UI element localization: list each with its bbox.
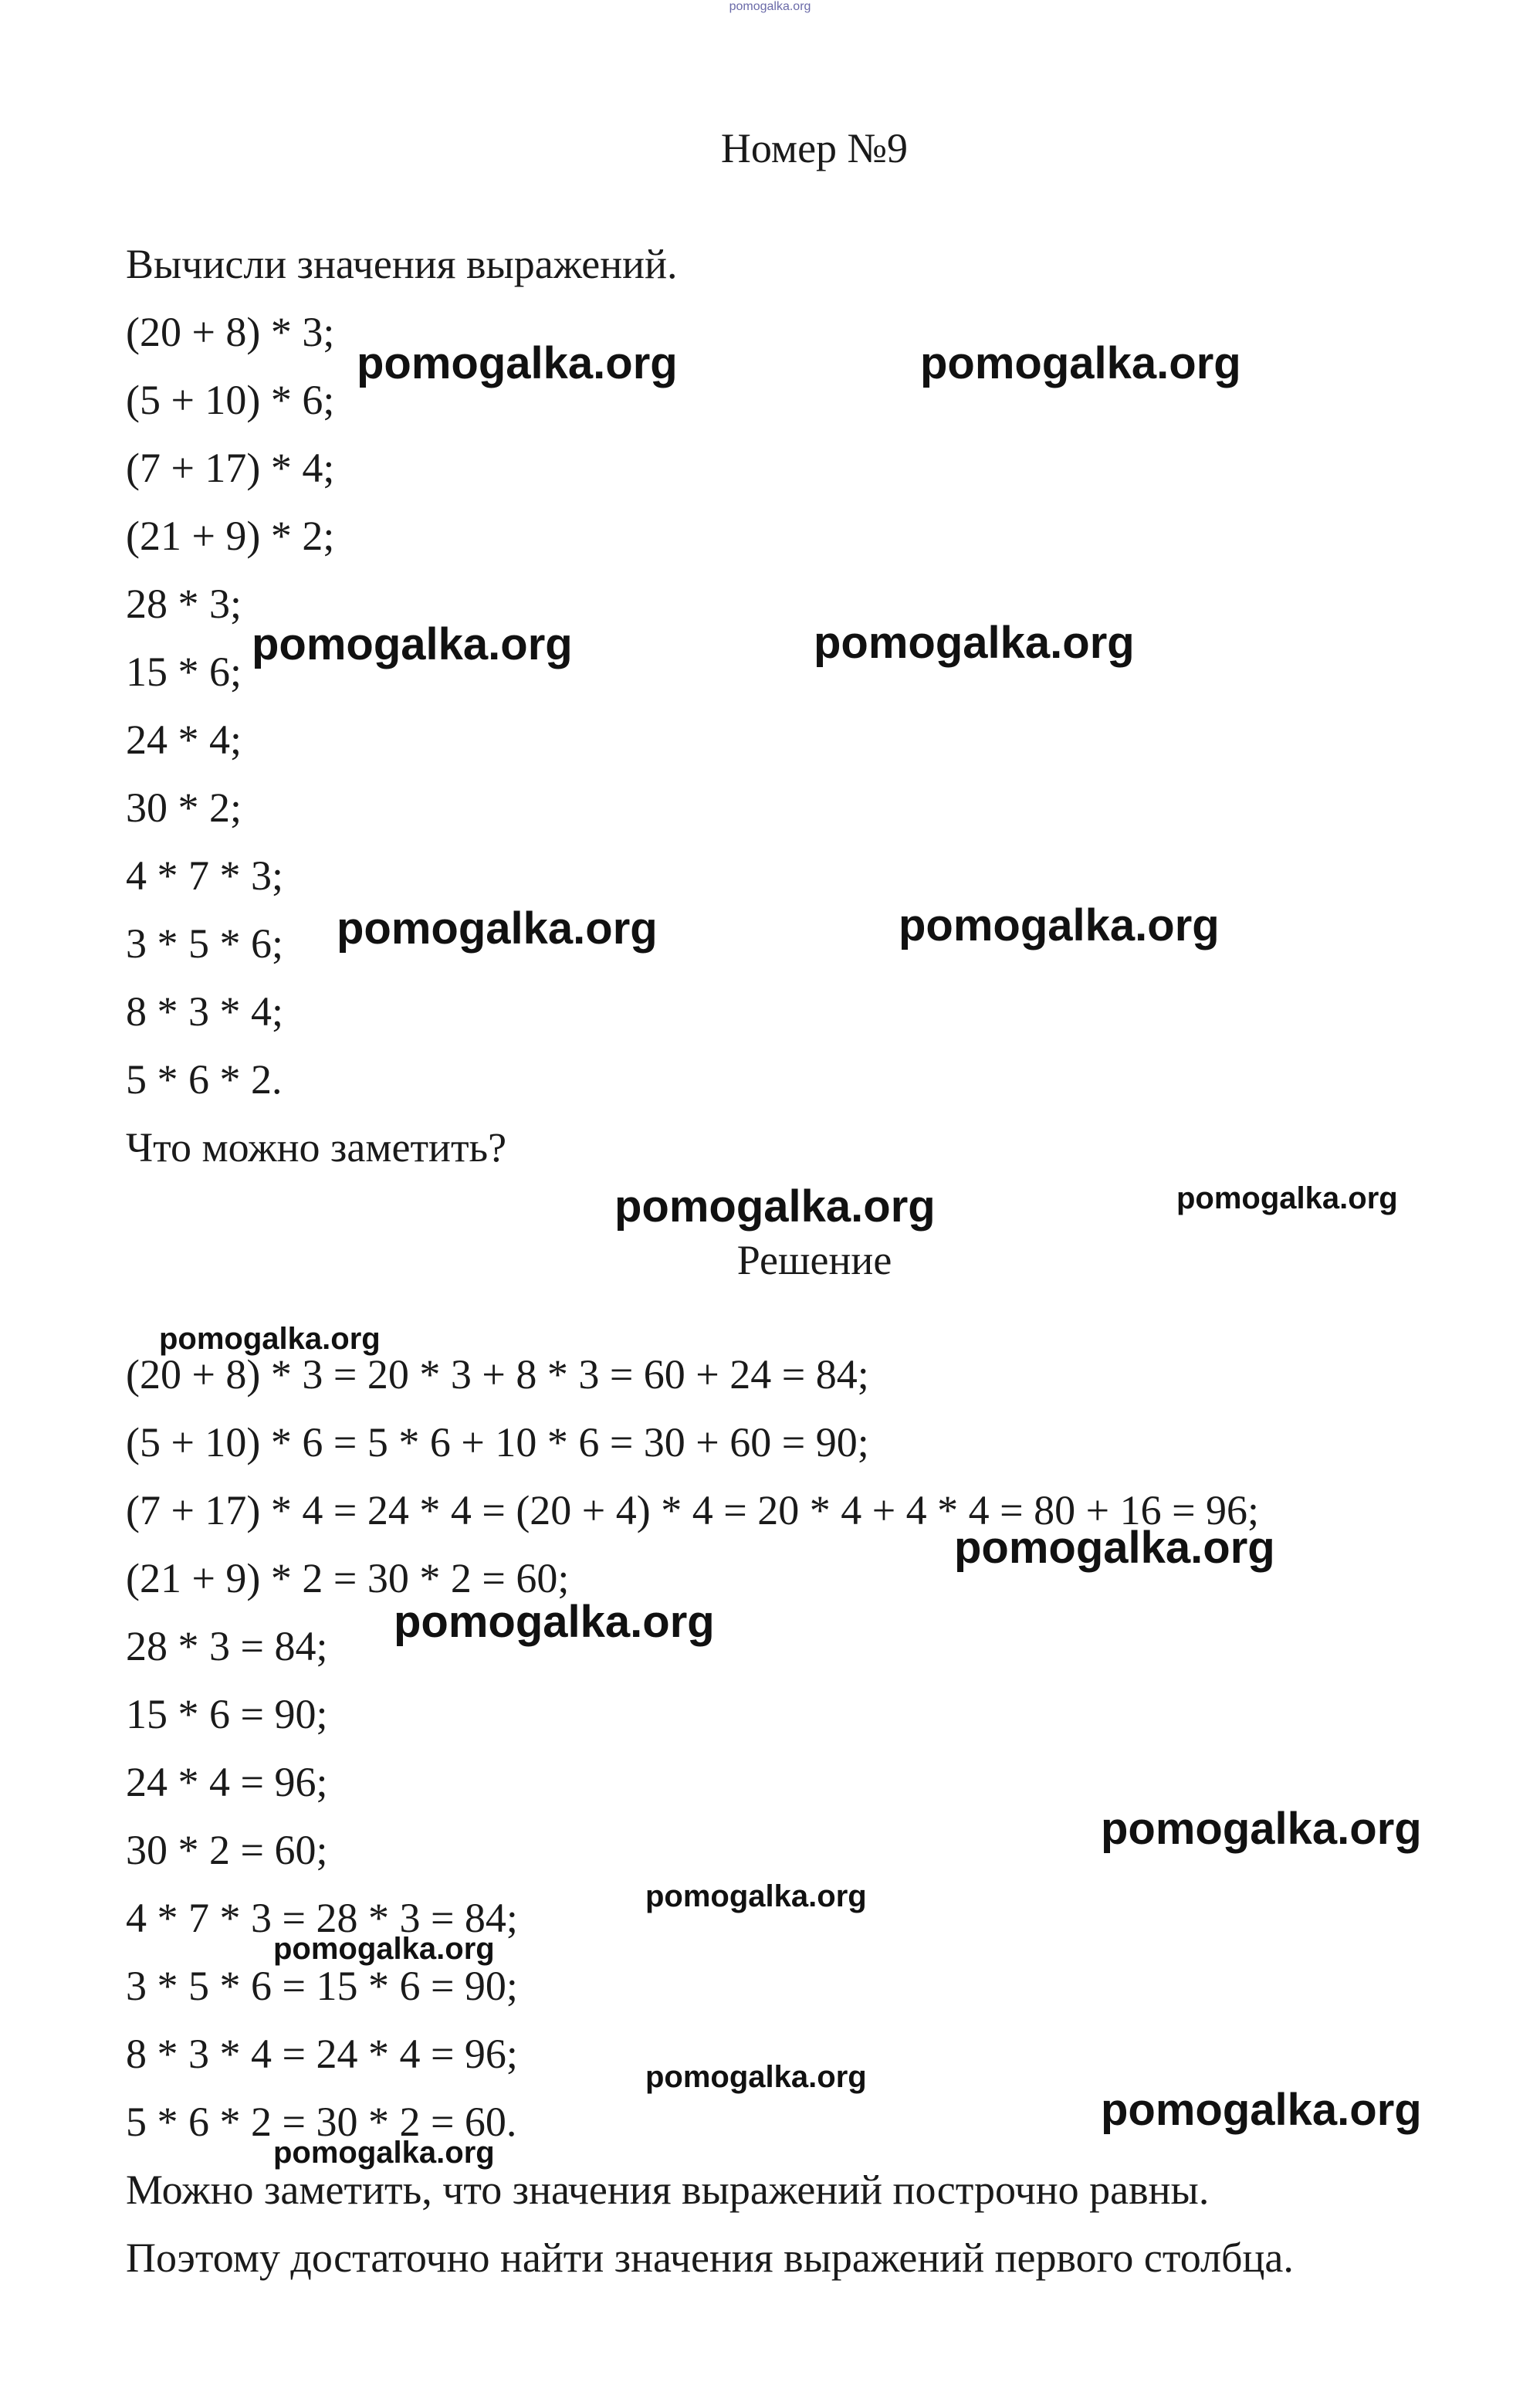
task-expression: 5 * 6 * 2. xyxy=(126,1056,283,1103)
solution-line: (20 + 8) * 3 = 20 * 3 + 8 * 3 = 60 + 24 = 84; xyxy=(126,1351,869,1398)
watermark: pomogalka.org xyxy=(357,338,678,388)
task-expression: (7 + 17) * 4; xyxy=(126,445,335,491)
task-expression: (20 + 8) * 3; xyxy=(126,309,335,355)
watermark: pomogalka.org xyxy=(273,1932,495,1966)
solution-line: 4 * 7 * 3 = 28 * 3 = 84; xyxy=(126,1895,518,1941)
watermark: pomogalka.org xyxy=(920,338,1241,388)
solution-line: 5 * 6 * 2 = 30 * 2 = 60. xyxy=(126,2099,517,2145)
watermark: pomogalka.org xyxy=(954,1523,1275,1573)
conclusion-line: Поэтому достаточно найти значения выражений первого столбца. xyxy=(126,2235,1294,2281)
solution-line: 3 * 5 * 6 = 15 * 6 = 90; xyxy=(126,1963,518,2009)
watermark: pomogalka.org xyxy=(1176,1181,1398,1215)
solution-line: (5 + 10) * 6 = 5 * 6 + 10 * 6 = 30 + 60 = 90; xyxy=(126,1419,869,1465)
watermark: pomogalka.org xyxy=(814,618,1135,668)
task-expression: (5 + 10) * 6; xyxy=(126,377,335,423)
watermark: pomogalka.org xyxy=(645,1879,867,1913)
solution-line: 24 * 4 = 96; xyxy=(126,1759,328,1805)
watermark: pomogalka.org xyxy=(1101,2085,1422,2135)
site-header: pomogalka.org xyxy=(729,0,811,13)
task-expression: 3 * 5 * 6; xyxy=(126,920,284,967)
watermark: pomogalka.org xyxy=(614,1181,936,1232)
task-prompt: Вычисли значения выражений. xyxy=(126,241,678,287)
task-expression: (21 + 9) * 2; xyxy=(126,513,335,559)
solution-line: (21 + 9) * 2 = 30 * 2 = 60; xyxy=(126,1555,570,1601)
task-expression: 24 * 4; xyxy=(126,717,242,763)
watermark: pomogalka.org xyxy=(394,1597,715,1647)
task-expression: 4 * 7 * 3; xyxy=(126,852,284,899)
solution-line: 8 * 3 * 4 = 24 * 4 = 96; xyxy=(126,2031,518,2077)
watermark: pomogalka.org xyxy=(337,903,658,954)
watermark: pomogalka.org xyxy=(645,2060,867,2094)
solution-line: 28 * 3 = 84; xyxy=(126,1623,328,1669)
task-expression: 8 * 3 * 4; xyxy=(126,988,284,1035)
watermark: pomogalka.org xyxy=(1101,1804,1422,1854)
watermark: pomogalka.org xyxy=(899,900,1220,950)
task-expression: 28 * 3; xyxy=(126,581,242,627)
conclusion-line: Можно заметить, что значения выражений построчно равны. xyxy=(126,2167,1210,2213)
watermark: pomogalka.org xyxy=(159,1322,381,1356)
watermark: pomogalka.org xyxy=(252,619,573,669)
task-expression: 15 * 6; xyxy=(126,649,242,695)
task-question: Что можно заметить? xyxy=(126,1124,507,1171)
task-expression: 30 * 2; xyxy=(126,784,242,831)
solution-line: (7 + 17) * 4 = 24 * 4 = (20 + 4) * 4 = 20 * 4 + 4 * 4 = 80 + 16 = 96; xyxy=(126,1487,1260,1533)
watermark: pomogalka.org xyxy=(273,2136,495,2170)
solution-line: 15 * 6 = 90; xyxy=(126,1691,328,1737)
solution-line: 30 * 2 = 60; xyxy=(126,1827,328,1873)
page-title: Номер №9 xyxy=(720,125,909,171)
solution-heading: Решение xyxy=(736,1237,892,1283)
